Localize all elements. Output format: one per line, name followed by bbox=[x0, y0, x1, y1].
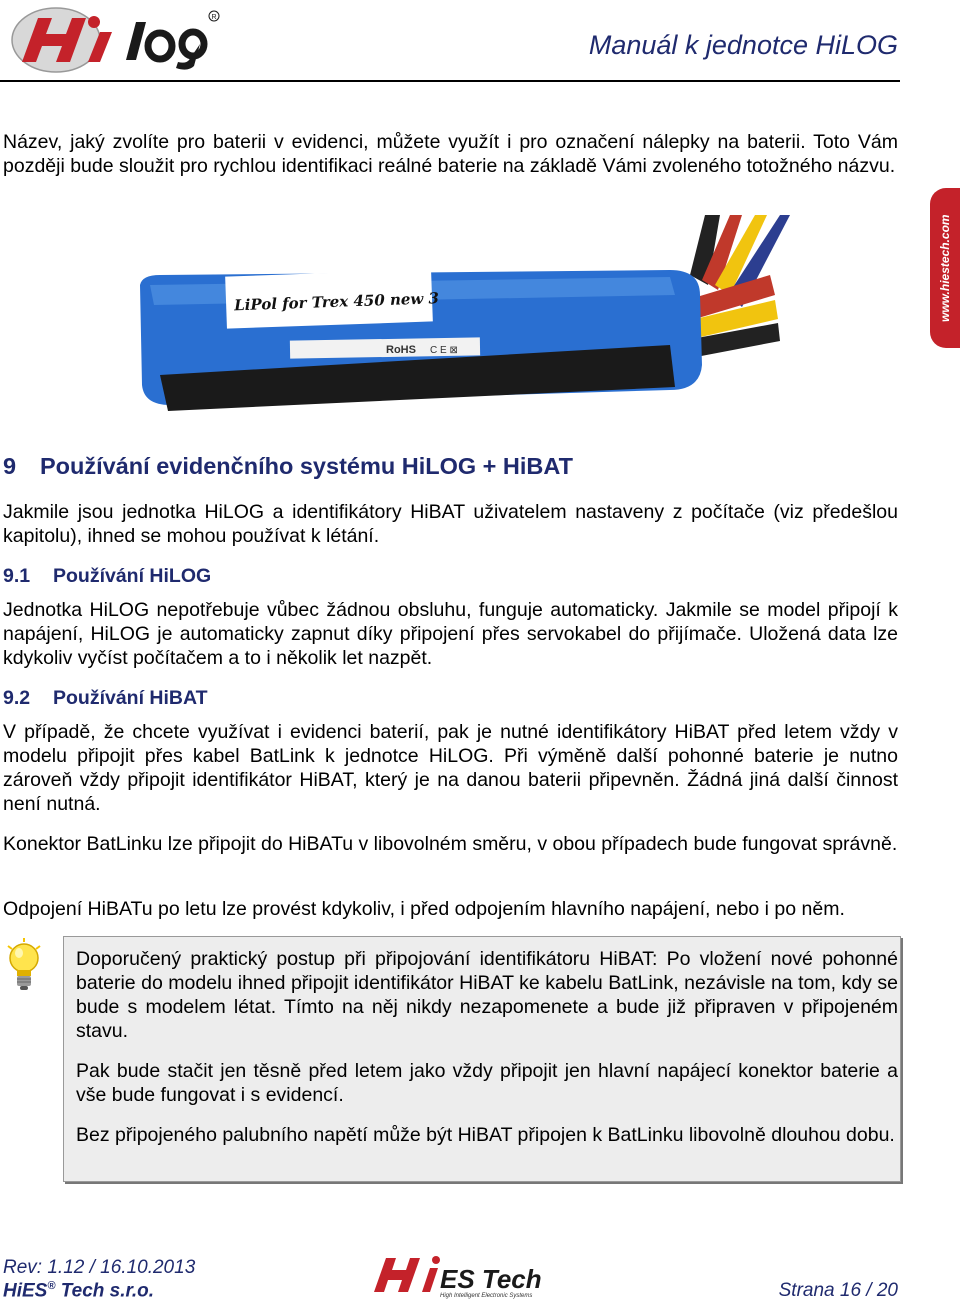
side-tab-url: www.hiestech.com bbox=[938, 214, 952, 322]
section-9-1-heading: 9.1 Používání HiLOG bbox=[3, 565, 212, 587]
tip-paragraph-1: Doporučený praktický postup při připojování identifikátoru HiBAT: Po vložení nové pohonné baterie do modelu ihned připojit identifikátor HiBAT ke kabelu BatLink, nezávisle na tom, kdy se bude s modelem létat. Tímto na něj nikdy nezapomenete a bude již připraven v připojeném stavu. bbox=[76, 948, 898, 1042]
intro-paragraph: Název, jaký zvolíte pro baterii v evidenci, můžete využít i pro označení nálepky na baterii. Toto Vám později bude sloužit pro rychlou identifikaci reálné baterie na základě Vámi zvoleného totožného názvu. bbox=[3, 131, 898, 177]
hilog-logo bbox=[8, 4, 220, 74]
section-9-2-paragraph-2: Konektor BatLinku lze připojit do HiBATu v libovolném směru, v obou případech bude fungovat správně. bbox=[3, 833, 898, 855]
section-9-2-heading: 9.2 Používání HiBAT bbox=[3, 687, 208, 709]
footer-logo-text: ES Tech bbox=[440, 1264, 542, 1294]
rohs-text: RoHS bbox=[386, 344, 416, 356]
section-9-paragraph: Jakmile jsou jednotka HiLOG a identifikátory HiBAT uživatelem nastaveny z počítače (viz předešlou kapitolu), ihned se mohou používat k létání. bbox=[3, 501, 898, 547]
side-tab bbox=[930, 188, 960, 348]
section-9-2-paragraph-1: V případě, že chcete využívat i evidenci baterií, pak je nutné identifikátory HiBAT před letem vždy v modelu připojit přes kabel BatLink k jednotce HiLOG. Při výměně další pohonné baterie je nutno zároveň vždy připojit identifikátor HiBAT, který je na danou baterii připevněn. Žádná jiná další činnost není nutná. bbox=[3, 721, 898, 815]
tip-paragraph-2: Pak bude stačit jen těsně před letem jako vždy připojit jen hlavní napájecí konektor baterie a vše bude fungovat i s evidencí. bbox=[76, 1060, 898, 1106]
hiestech-logo bbox=[372, 1250, 564, 1300]
footer-revision: Rev: 1.12 / 16.10.2013 bbox=[3, 1257, 196, 1278]
lightbulb-icon bbox=[4, 938, 44, 992]
section-9-heading: 9 Používání evidenčního systému HiLOG + HiBAT bbox=[3, 453, 573, 479]
footer-logo-tagline: High Intelligent Electronic Systems bbox=[440, 1293, 533, 1299]
tip-paragraph-3: Bez připojeného palubního napětí může být HiBAT připojen k BatLinku libovolně dlouhou dobu. bbox=[76, 1124, 895, 1146]
svg-text:R: R bbox=[211, 14, 217, 21]
footer-company: HiES® Tech s.r.o. bbox=[3, 1280, 155, 1302]
svg-text:C E ⊠: C E ⊠ bbox=[430, 345, 458, 356]
footer-page-number: Strana 16 / 20 bbox=[778, 1280, 898, 1301]
document-title: Manuál k jednotce HiLOG bbox=[588, 30, 898, 60]
section-9-2-paragraph-3: Odpojení HiBATu po letu lze provést kdykoliv, i před odpojením hlavního napájení, nebo i po něm. bbox=[3, 898, 845, 920]
section-9-1-paragraph: Jednotka HiLOG nepotřebuje vůbec žádnou obsluhu, funguje automaticky. Jakmile se model připojí k napájení, HiLOG je automaticky zapnut díky připojení přes servokabel do přijímače. Uložená data lze kdykoliv vyčíst počítačem a to i několik let nazpět. bbox=[3, 599, 898, 669]
header-rule bbox=[0, 80, 900, 82]
battery-label-text: LiPol for Trex 450 new 3 bbox=[233, 289, 440, 315]
battery-photo bbox=[130, 215, 790, 415]
